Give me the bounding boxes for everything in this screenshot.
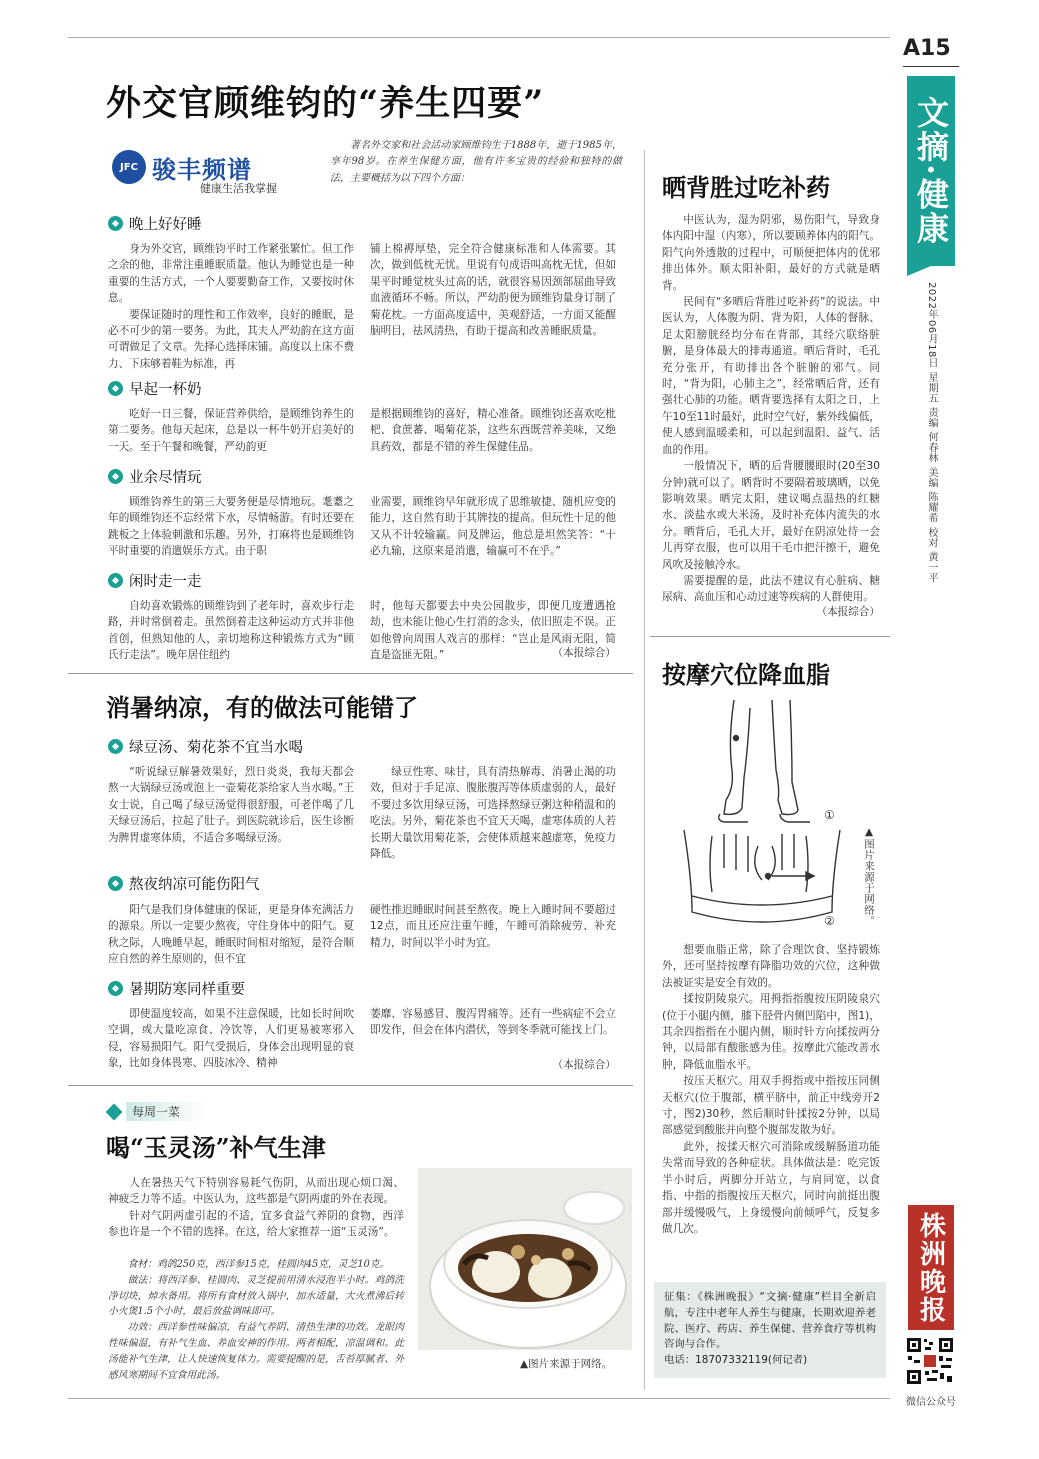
figure-mark-1: ①	[824, 808, 835, 822]
bullet-icon	[108, 469, 123, 484]
paragraph: 想要血脂正常，除了合理饮食、坚持锻炼外，还可坚持按摩有降脂功效的穴位，这种做法被证实是安全有效的。	[662, 944, 880, 989]
subhead-text: 晚上好好睡	[129, 217, 202, 233]
date-line: 2022年06月18日 星期五 责编 何春林 美编 陈耀希 校对 黄一平	[926, 282, 937, 584]
article2-s2-col1	[108, 902, 354, 968]
subhead-text: 早起一杯奶	[129, 382, 202, 398]
article2-s3-col1	[108, 1006, 354, 1072]
article1-title: 外交官顾维钧的“养生四要”	[106, 83, 545, 124]
bullet-icon	[108, 876, 123, 891]
article3-tag	[108, 1102, 208, 1121]
paragraph: 揉按阴陵泉穴。用拇指指腹按压阴陵泉穴(位于小腿内侧，膝下胫骨内侧凹陷中，图1)，其余四指指在小腿内侧，顺时针方向揉按两分钟，以局部有酸胀感为佳。按摩此穴能改善水肿，降低血脂水平。	[662, 993, 880, 1071]
figure-mark-2: ②	[824, 914, 835, 928]
notice-phone: 电话：18707332119(何记者)	[664, 1354, 808, 1367]
article1-subhead-2	[108, 378, 202, 399]
bullet-icon	[108, 573, 123, 588]
paragraph: 此外，按揉天枢穴可消除或缓解肠道功能失常而导致的各种症状。具体做法是：吃完饭半小时后，两脚分开站立，与肩同宽，以食指、中指的指腹按压天枢穴，同时向前挺出腹部并缓慢吸气，上身缓慢向前倾呼气，反复多做几次。	[662, 1140, 880, 1235]
paragraph: 食材：鸡鸽250克，西洋参15克，桂圆肉45克，灵芝10克。	[127, 1259, 390, 1270]
article1-s3-col2	[370, 494, 616, 560]
newspaper-logo	[908, 1205, 954, 1330]
subhead-text: 闲时走一走	[129, 574, 202, 590]
article2-s1-col2	[370, 764, 616, 862]
article2-s2-col2	[370, 902, 616, 951]
brand-slogan: 健康生活我掌握	[200, 182, 277, 195]
article2-title: 消暑纳凉，有的做法可能错了	[106, 693, 418, 722]
article1-subhead-1	[108, 213, 202, 234]
article1-intro: 著名外交家和社会活动家顾维钧生于1888年，逝于1985年，享年98岁。在养生保健方面，他有许多宝贵的经验和独特的做法，主要概括为以下四个方面：	[330, 140, 622, 184]
newspaper-logo-text: 株洲晚报	[915, 1211, 946, 1324]
subhead-text: 熬夜纳凉可能伤阳气	[129, 877, 260, 893]
article4-body	[662, 212, 880, 606]
page-number: A15	[903, 36, 951, 61]
paragraph: 顾维钧养生的第三大要务便是尽情地玩。耄耋之年的顾维钧还不忘经常下水，尽情畅游。有时还要在跳板之上体验刺激和乐趣。另外，打麻将也是顾维钧平时重要的消遣娱乐方式。由于职	[108, 496, 354, 558]
qr-caption: 微信公众号	[906, 1397, 956, 1408]
paragraph: 身为外交官，顾维钧平时工作紧张繁忙。但工作之余的他，非常注重睡眠质量。他认为睡觉也是一种重要的生活方式，一个人要要勤奋工作，又要按时休息。	[108, 243, 354, 305]
article3-recipe	[108, 1257, 404, 1383]
paragraph: 萎靡、容易感冒、腹泻胃痛等。还有一些病症不会立即发作，但会在体内潜伏，等到冬季就可能找上门。	[370, 1008, 616, 1037]
article1-s1-col2	[370, 241, 616, 339]
paragraph: 针对气阴两虚引起的不适，宜多食益气养阴的食物，西洋参也许是一个不错的选择。在这，给大家推荐一道“玉灵汤”。	[108, 1209, 404, 1239]
paragraph: 硬性推迟睡眠时间甚至熬夜。晚上入睡时间不要超过12点，而且还应注重午睡，午睡可消除疲劳、补充精力，时间以半小时为宜。	[370, 904, 616, 949]
notice-box	[654, 1282, 886, 1378]
paragraph: 按压天枢穴。用双手拇指或中指按压同侧天枢穴(位于腹部，横平脐中，前正中线旁开2寸，图2)30秒，然后顺时针揉按2分钟，以局部感觉到酸胀并向整个腹部发散为好。	[662, 1075, 880, 1137]
tag-text: 每周一菜	[126, 1102, 208, 1121]
article1-s3-col1	[108, 494, 354, 560]
paragraph: 做法：将西洋参、桂圆肉、灵芝提前用清水浸泡半小时。鸡鸽洗净切块，焯水备用。将所有食材放入锅中，加水适量，大火煮沸后转小火煲1.5个小时，最后放盐调味即可。	[108, 1274, 404, 1318]
brand-name: 骏丰频谱	[152, 156, 252, 184]
paragraph: 人在暑热天气下特别容易耗气伤阴，从而出现心烦口渴、神疲乏力等不适。中医认为，这些都是气阴两虚的外在表现。	[108, 1177, 404, 1206]
brand-logo	[108, 148, 308, 196]
subhead-text: 绿豆汤、菊花茶不宜当水喝	[129, 740, 303, 756]
subhead-text: 业余尽情玩	[129, 470, 202, 486]
article2-subhead-1	[108, 736, 303, 757]
article1-subhead-3	[108, 466, 202, 487]
paragraph: 自幼喜欢锻炼的顾维钧到了老年时，喜欢步行走路，并时常倒着走。虽然倒着走这种运动方式并非他首创，但熟知他的人，亲切地称这种锻炼方式为“顾氏行走法”。晚年居住纽约	[108, 600, 354, 662]
article3-body	[108, 1175, 404, 1241]
article4-title: 晒背胜过吃补药	[662, 173, 830, 202]
article5-body	[662, 942, 880, 1237]
article1-subhead-4	[108, 570, 202, 591]
paragraph: 是根据顾维钧的喜好，精心准备。顾维钧还喜欢吃枇杷、食蔗蕃、喝菊花茶，这些东西既营养美味，又绝具药效，都是不错的养生保健佳品。	[370, 408, 616, 453]
paragraph: 业需要，顾维钧早年就形成了思维敏捷、随机应变的能力，这自然有助于其牌技的提高。但玩性十足的他又从不计较输赢。问及牌运，他总是坦然笑答：“十必九输，这原来是消遣，输赢可不在乎。”	[370, 496, 616, 558]
bullet-icon	[108, 739, 123, 754]
paragraph: 需要提醒的是，此法不建议有心脏病、糖尿病、高血压和心动过速等疾病的人群使用。	[662, 574, 880, 604]
paragraph: 民间有“多晒后背胜过吃补药”的说法。中医认为，人体腹为阴、背为阳，人体的督脉、足太阳膀胱经均分布在背部，其经穴联络脏腑，是身体最大的排毒通道。晒后背时，毛孔充分张开，有助排出各个脏腑的邪气。同时，“背为阳，心肺主之”，经常晒后背，还有强壮心肺的功能。晒背要选择有太阳之日，上午10至11时最好，此时空气好，紫外线偏低，使人感到温暖柔和，可以起到温阳、益气、活血的作用。	[662, 296, 880, 456]
bullet-icon	[108, 216, 123, 231]
paragraph: 铺上棉褥厚垫，完全符合健康标准和人体需要。其次，做到低枕无忧。里说有句成语叫高枕无忧，但如果平时睡觉枕头过高的话，就很容易因颈部屈曲导致血液循环不畅。所以，严幼韵便为顾维钧量身订制了菊花枕。一方面高度适中，美观舒适，一方面又能醒脑明目，祛风清热，有助于提高和改善睡眠质量。	[370, 243, 616, 338]
brand-mark-text: JFC	[120, 161, 138, 173]
paragraph: 一般情况下，晒的后背腰腰眼时(20至30分钟)就可以了。晒背时不要隔着玻璃晒，以免影响效果。晒完太阳，建议喝点温热的红糖水、淡盐水或大米汤，及时补充体内流失的水分。晒背后，毛孔大开，最好在阴凉处待一会儿再穿衣服，也可以用干毛巾把汗擦干，避免风吹及接触冷水。	[662, 460, 880, 571]
paragraph: 吃好一日三餐，保证营养供给，是顾维钧养生的第二要务。他每天起床，总是以一杯牛奶开启美好的一天。至于午餐和晚餐，严幼韵更	[108, 408, 354, 453]
paragraph: 功效：西洋参性味偏凉，有益气养阴、清热生津的功效。龙眼肉性味偏温，有补气生血、养血安神的作用。两者相配，凉温调和。此汤能补气生津，让人快速恢复体力。需要提醒的是，舌苔厚腻者、外感风寒期间不宜食用此汤。	[108, 1322, 404, 1381]
subhead-text: 暑期防寒同样重要	[129, 982, 245, 998]
article2-source: （本报综合）	[552, 1059, 616, 1071]
paragraph: 即使温度较高，如果不注意保暖，比如长时间吹空调，或大量吃凉食、冷饮等，人们更易被寒邪入侵，容易损阳气。阳气受损后，身体会出现明显的衰象，比如身体畏寒、四肢冰冷、精神	[108, 1008, 354, 1070]
notice-text: 征集：《株洲晚报》“文摘·健康”栏目全新启航，专注中老年人养生与健康，长期欢迎养老院、医疗、药店、养生保健、营养食疗等机构咨询与合作。	[664, 1291, 876, 1351]
article5-figure-caption: ▲图片来源于网络。	[863, 826, 875, 927]
soup-photo	[418, 1168, 632, 1350]
section-banner	[907, 76, 955, 266]
article1-s1-col1	[108, 241, 354, 372]
acupoint-figure	[676, 696, 852, 932]
section-title: 文摘·健康	[912, 96, 950, 246]
qr-code	[905, 1336, 955, 1386]
bullet-icon	[108, 381, 123, 396]
paragraph: 中医认为，湿为阴邪，易伤阳气，导致身体内阳中湿（内寒），所以要顾养体内的阳气。阳气向外透散的过程中，可顺便把体内的优邪排出体外。顺太阳补阳，最好的方式就是晒背。	[662, 214, 880, 292]
article4-source: （本报综合）	[816, 606, 880, 618]
article3-title: 喝“玉灵汤”补气生津	[106, 1133, 326, 1162]
paragraph: 要保证随时的理性和工作效率，良好的睡眠，是必不可少的第一要务。为此，其夫人严幼韵在这方面可谓做足了文章。先择心选择床铺。高度以上床不费力、下床够着鞋为标准，再	[108, 308, 354, 370]
article1-s4-col1	[108, 598, 354, 664]
article2-subhead-3	[108, 978, 245, 999]
tag-icon	[106, 1103, 123, 1120]
paragraph: 绿豆性寒、味甘，具有清热解毒、消暑止渴的功效，但对于手足凉、腹胀腹泻等体质虚弱的人，最好不要过多饮用绿豆汤，可选择熬绿豆粥这种稍温和的吃法。另外，菊花茶也不宜天天喝，虚寒体质的人若长期大量饮用菊花茶，会使体质越来越虚寒，免疫力降低。	[370, 766, 616, 861]
article1-s2-col2	[370, 406, 616, 455]
article5-title: 按摩穴位降血脂	[662, 660, 830, 689]
bullet-icon	[108, 981, 123, 996]
paragraph: 阳气是我们身体健康的保证，更是身体充满活力的源泉。所以一定要少熬夜，守住身体中的阳气。夏秋之际，人晚睡早起，睡眠时间相对缩短，是符合顺应自然的养生原则的，但不宜	[108, 904, 354, 966]
paragraph: 时，他每天都要去中央公园散步，即便几度遭遇抢劫，也未能让他心生打消的念头，依旧照走不误。正如他曾向周围人戏言的那样：“岂止是风雨无阻，简直是盗匪无阻。”	[370, 600, 616, 662]
article2-s3-col2	[370, 1006, 616, 1039]
brand-mark-icon	[112, 150, 146, 184]
article1-source: （本报综合）	[552, 647, 616, 659]
article2-subhead-2	[108, 873, 260, 894]
article2-s1-col1	[108, 764, 354, 846]
article1-s2-col1	[108, 406, 354, 455]
paragraph: “听说绿豆解暑效果好，烈日炎炎，我每天都会熬一大锅绿豆汤或泡上一壶菊花茶给家人当水喝。”王女士说，自己喝了绿豆汤觉得很舒服，可老伴喝了几天绿豆汤后，拉起了肚子。到医院就诊后，医生诊断为脾胃虚寒体质，不适合多喝绿豆汤。	[108, 766, 354, 844]
article3-image-caption: ▲图片来源于网络。	[520, 1358, 613, 1370]
